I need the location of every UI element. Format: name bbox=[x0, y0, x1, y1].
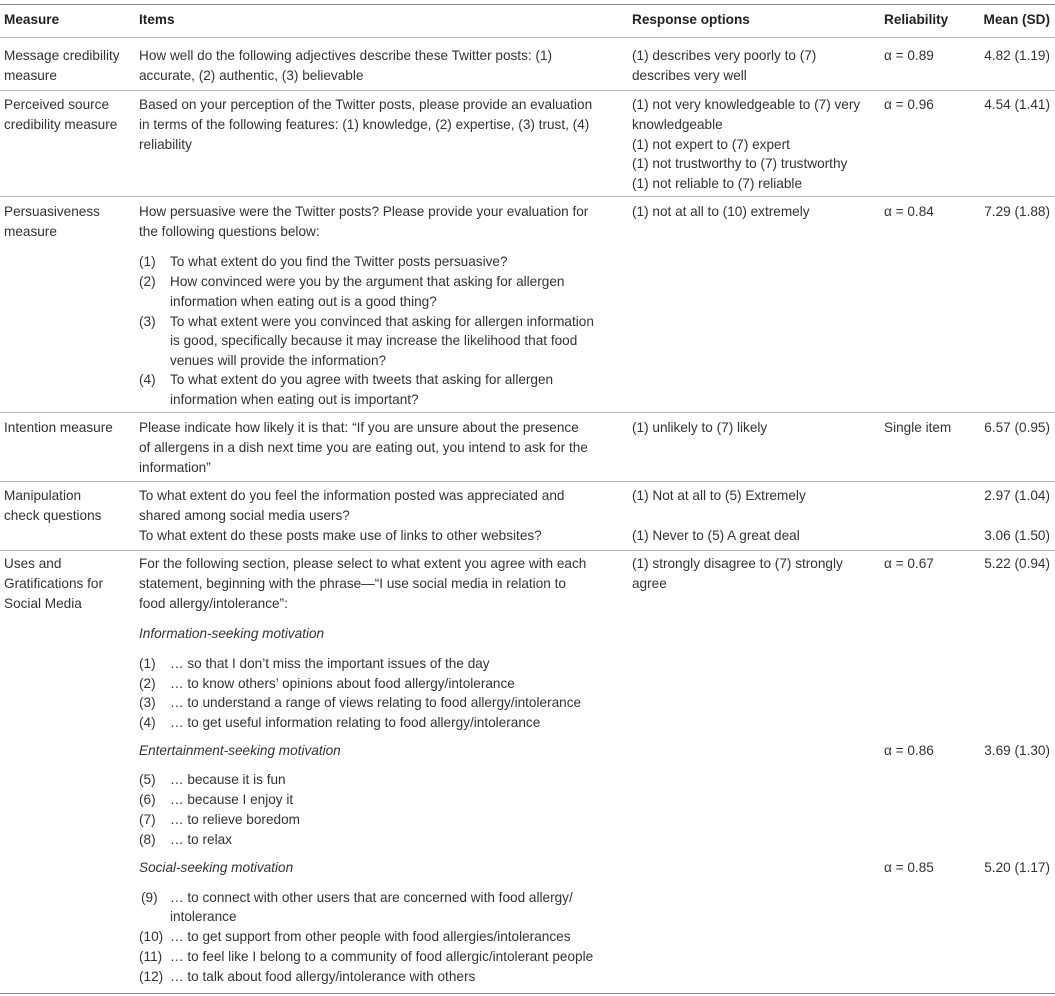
measure-name: Intention measure bbox=[4, 420, 113, 435]
motivation-title: Social-seeking motivation bbox=[139, 860, 294, 875]
statement-number: (12) bbox=[139, 969, 164, 984]
reliability-value: α = 0.67 bbox=[884, 556, 934, 571]
statement-number: (5) bbox=[139, 772, 156, 787]
statement-number: (2) bbox=[139, 676, 156, 691]
measure-name: Uses and bbox=[4, 556, 62, 571]
statement-number: (11) bbox=[139, 949, 163, 964]
response-text: (1) Not at all to (5) Extremely bbox=[632, 488, 806, 503]
statement-text: … to relax bbox=[170, 832, 232, 847]
item-text: To what extent do you feel the information posted was appreciated and bbox=[139, 488, 565, 503]
measure-name: Manipulation bbox=[4, 488, 82, 503]
mean-value: 6.57 (0.95) bbox=[984, 420, 1050, 435]
statement-text: … to get support from other people with food allergies/intolerances bbox=[170, 929, 571, 944]
response-text: (1) not very knowledgeable to (7) very bbox=[632, 97, 861, 112]
statement-number: (9) bbox=[141, 890, 158, 905]
statement-text: … so that I don’t miss the important issues of the day bbox=[170, 656, 490, 671]
question-text: To what extent do you find the Twitter posts persuasive? bbox=[170, 254, 508, 269]
reliability-value: α = 0.84 bbox=[884, 204, 934, 219]
table-bottom-rule bbox=[0, 993, 1055, 994]
mean-value: 7.29 (1.88) bbox=[984, 204, 1050, 219]
statement-text: intolerance bbox=[170, 909, 237, 924]
mean-value: 5.22 (0.94) bbox=[984, 556, 1050, 571]
mean-value: 3.69 (1.30) bbox=[984, 743, 1050, 758]
item-text: in terms of the following features: (1) knowledge, (2) expertise, (3) trust, (4) bbox=[139, 117, 590, 132]
item-text: Please indicate how likely it is that: “If you are unsure about the presence bbox=[139, 420, 579, 435]
item-text: reliability bbox=[139, 137, 192, 152]
statement-text: … to feel like I belong to a community of food allergic/intolerant people bbox=[170, 949, 594, 964]
row-divider bbox=[0, 550, 1055, 551]
response-text: (1) Never to (5) A great deal bbox=[632, 528, 800, 543]
question-text: is good, specifically because it may increase the likelihood that food bbox=[170, 333, 578, 348]
question-text: information when eating out is a good thing? bbox=[170, 294, 437, 309]
item-text: the following questions below: bbox=[139, 224, 320, 239]
measure-name: Persuasiveness bbox=[4, 204, 100, 219]
response-text: knowledgeable bbox=[632, 117, 723, 132]
question-text: To what extent were you convinced that asking for allergen information bbox=[170, 314, 594, 329]
statement-number: (1) bbox=[139, 656, 156, 671]
item-text: accurate, (2) authentic, (3) believable bbox=[139, 68, 364, 83]
question-number: (3) bbox=[139, 314, 156, 329]
response-text: (1) not reliable to (7) reliable bbox=[632, 176, 803, 191]
measure-name: check questions bbox=[4, 508, 102, 523]
item-text: How well do the following adjectives describe these Twitter posts: (1) bbox=[139, 48, 553, 63]
statement-text: … to connect with other users that are concerned with food allergy/ bbox=[170, 890, 573, 905]
statement-number: (6) bbox=[139, 792, 156, 807]
measure-name: measure bbox=[4, 224, 57, 239]
question-text: How convinced were you by the argument that asking for allergen bbox=[170, 274, 565, 289]
row-divider bbox=[0, 196, 1055, 197]
measure-name: credibility measure bbox=[4, 117, 118, 132]
mean-value: 4.54 (1.41) bbox=[984, 97, 1050, 112]
item-text: statement, beginning with the phrase—“I use social media in relation to bbox=[139, 576, 566, 591]
response-text: (1) not at all to (10) extremely bbox=[632, 204, 810, 219]
table-top-rule bbox=[0, 4, 1055, 5]
row-divider bbox=[0, 412, 1055, 413]
response-text: (1) describes very poorly to (7) bbox=[632, 48, 817, 63]
question-number: (4) bbox=[139, 372, 156, 387]
question-text: To what extent do you agree with tweets that asking for allergen bbox=[170, 372, 554, 387]
question-number: (2) bbox=[139, 274, 156, 289]
item-text: shared among social media users? bbox=[139, 508, 350, 523]
item-text: Based on your perception of the Twitter posts, please provide an evaluation bbox=[139, 97, 593, 112]
response-text: (1) not trustworthy to (7) trustworthy bbox=[632, 156, 848, 171]
statement-text: … to know others’ opinions about food allergy/intolerance bbox=[170, 676, 515, 691]
mean-value: 4.82 (1.19) bbox=[984, 48, 1050, 63]
header-items: Items bbox=[139, 12, 175, 27]
mean-value: 2.97 (1.04) bbox=[984, 488, 1050, 503]
item-text: of allergens in a dish next time you are eating out, you intend to ask for the bbox=[139, 440, 588, 455]
response-text: (1) unlikely to (7) likely bbox=[632, 420, 768, 435]
statement-text: … because I enjoy it bbox=[170, 792, 294, 807]
response-text: describes very well bbox=[632, 68, 747, 83]
mean-value: 5.20 (1.17) bbox=[984, 860, 1050, 875]
reliability-value: Single item bbox=[884, 420, 952, 435]
statement-number: (10) bbox=[139, 929, 164, 944]
header-response: Response options bbox=[632, 12, 750, 27]
item-text: food allergy/intolerance”: bbox=[139, 596, 288, 611]
question-text: information when eating out is important? bbox=[170, 392, 419, 407]
motivation-title: Entertainment-seeking motivation bbox=[139, 743, 341, 758]
header-measure: Measure bbox=[4, 12, 60, 27]
measure-name: Perceived source bbox=[4, 97, 110, 112]
statement-text: … to talk about food allergy/intolerance with others bbox=[170, 969, 476, 984]
statement-text: … to understand a range of views relating to food allergy/intolerance bbox=[170, 695, 582, 710]
statement-text: … to get useful information relating to food allergy/intolerance bbox=[170, 715, 541, 730]
header-reliability: Reliability bbox=[884, 12, 949, 27]
question-number: (1) bbox=[139, 254, 156, 269]
header-rule bbox=[0, 37, 1055, 38]
statement-text: … to relieve boredom bbox=[170, 812, 300, 827]
statement-number: (3) bbox=[139, 695, 156, 710]
measure-name: Message credibility bbox=[4, 48, 120, 63]
header-mean: Mean (SD) bbox=[983, 12, 1050, 27]
statement-text: … because it is fun bbox=[170, 772, 286, 787]
reliability-value: α = 0.89 bbox=[884, 48, 934, 63]
item-text: How persuasive were the Twitter posts? Please provide your evaluation for bbox=[139, 204, 589, 219]
measure-name: Gratifications for bbox=[4, 576, 103, 591]
response-text: (1) not expert to (7) expert bbox=[632, 137, 790, 152]
question-text: venues will provide the information? bbox=[170, 353, 387, 368]
statement-number: (4) bbox=[139, 715, 156, 730]
statement-number: (8) bbox=[139, 832, 156, 847]
response-text: agree bbox=[632, 576, 667, 591]
response-text: (1) strongly disagree to (7) strongly bbox=[632, 556, 843, 571]
row-divider bbox=[0, 90, 1055, 91]
row-divider bbox=[0, 481, 1055, 482]
mean-value: 3.06 (1.50) bbox=[984, 528, 1050, 543]
motivation-title: Information-seeking motivation bbox=[139, 626, 325, 641]
reliability-value: α = 0.85 bbox=[884, 860, 934, 875]
reliability-value: α = 0.96 bbox=[884, 97, 934, 112]
measure-name: measure bbox=[4, 68, 57, 83]
measure-name: Social Media bbox=[4, 596, 82, 611]
item-text: To what extent do these posts make use of links to other websites? bbox=[139, 528, 542, 543]
item-text: information” bbox=[139, 460, 211, 475]
item-text: For the following section, please select to what extent you agree with each bbox=[139, 556, 587, 571]
reliability-value: α = 0.86 bbox=[884, 743, 934, 758]
statement-number: (7) bbox=[139, 812, 156, 827]
